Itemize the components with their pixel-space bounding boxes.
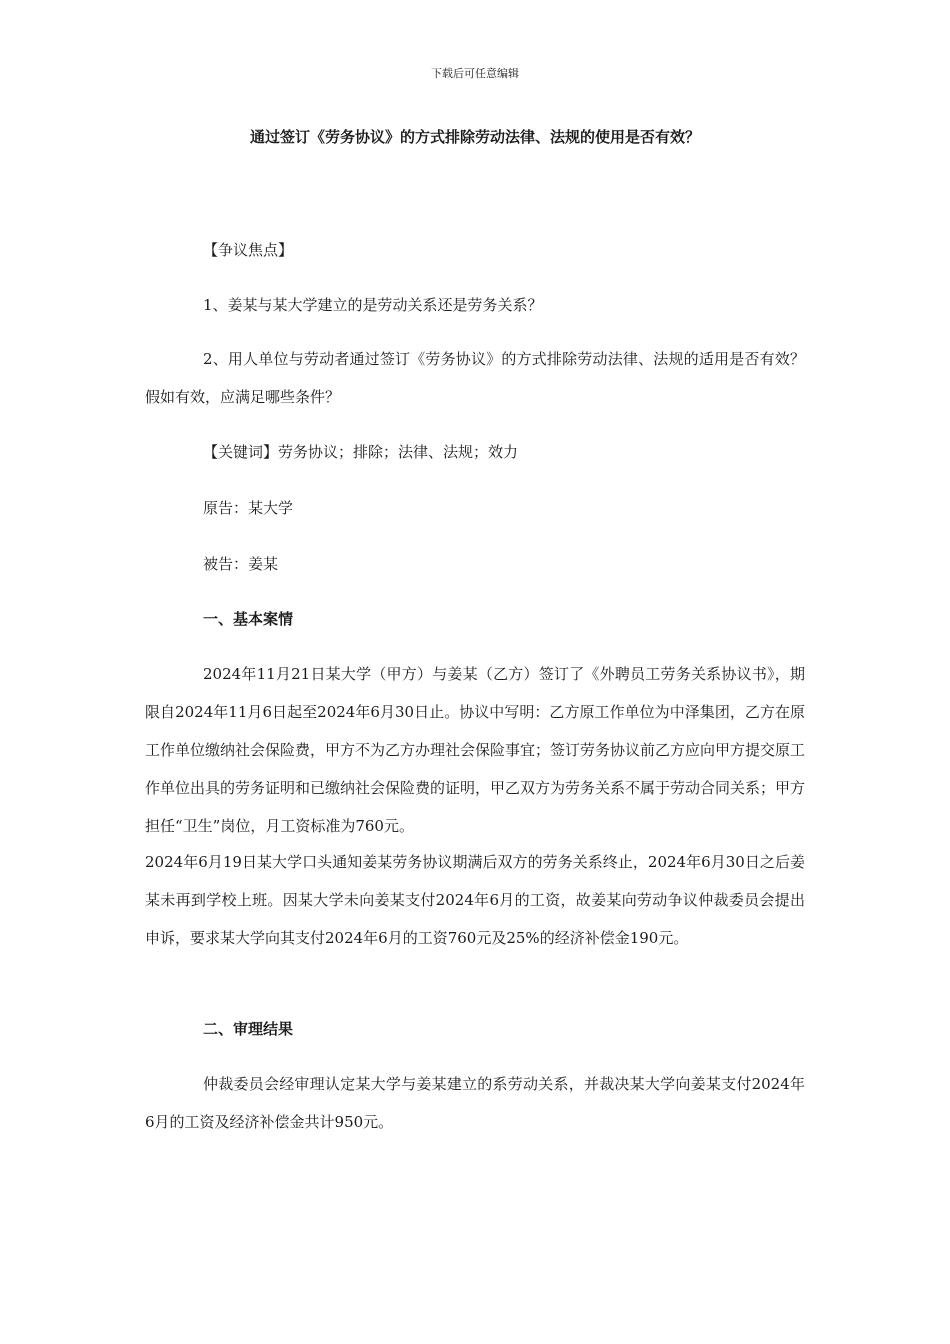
document-title: 通过签订《劳务协议》的方式排除劳动法律、法规的使用是否有效？ <box>249 128 700 146</box>
keywords: 【关键词】劳务协议；排除；法律、法规；效力 <box>203 443 519 461</box>
trial-result-paragraph: 仲裁委员会经审理认定某大学与姜某建立的系劳动关系，并裁决某大学向姜某支付2024年6月的工资及经济补偿金共计950元。 <box>145 1075 805 1131</box>
section-heading-basic-facts: 一、基本案情 <box>203 610 294 628</box>
defendant: 被告：姜某 <box>203 555 279 573</box>
case-facts-paragraph-1: 2024年11月21日某大学（甲方）与姜某（乙方）签订了《外聘员工劳务关系协议书》，期限自2024年11月6日起至2024年6月30日止。协议中写明：乙方原工作单位为中泽集团，乙方在原工作单位缴纳社会保险费，甲方不为乙方办理社会保险事宜；签订劳务协议前乙方应向甲方提交原工作单位出具的劳务证明和已缴纳社会保险费的证明，甲乙双方为劳务关系不属于劳动合同关系；甲方担任“卫生”岗位，月工资标准为760元。 <box>145 665 806 835</box>
plaintiff: 原告：某大学 <box>203 499 294 517</box>
dispute-point-1: 1、姜某与某大学建立的是劳动关系还是劳务关系？ <box>203 296 543 314</box>
case-facts-paragraph-2: 2024年6月19日某大学口头通知姜某劳务协议期满后双方的劳务关系终止，2024年6月30日之后姜某未再到学校上班。因某大学未向姜某支付2024年6月的工资，故姜某向劳动争议仲裁委员会提出申诉，要求某大学向其支付2024年6月的工资760元及25%的经济补偿金190元。 <box>145 853 805 947</box>
header-note: 下载后可任意编辑 <box>431 67 519 80</box>
dispute-focus-heading: 【争议焦点】 <box>203 241 294 259</box>
section-heading-trial-result: 二、审理结果 <box>203 1020 294 1038</box>
dispute-point-2: 2、用人单位与劳动者通过签订《劳务协议》的方式排除劳动法律、法规的适用是否有效？假如有效，应满足哪些条件？ <box>145 350 805 406</box>
